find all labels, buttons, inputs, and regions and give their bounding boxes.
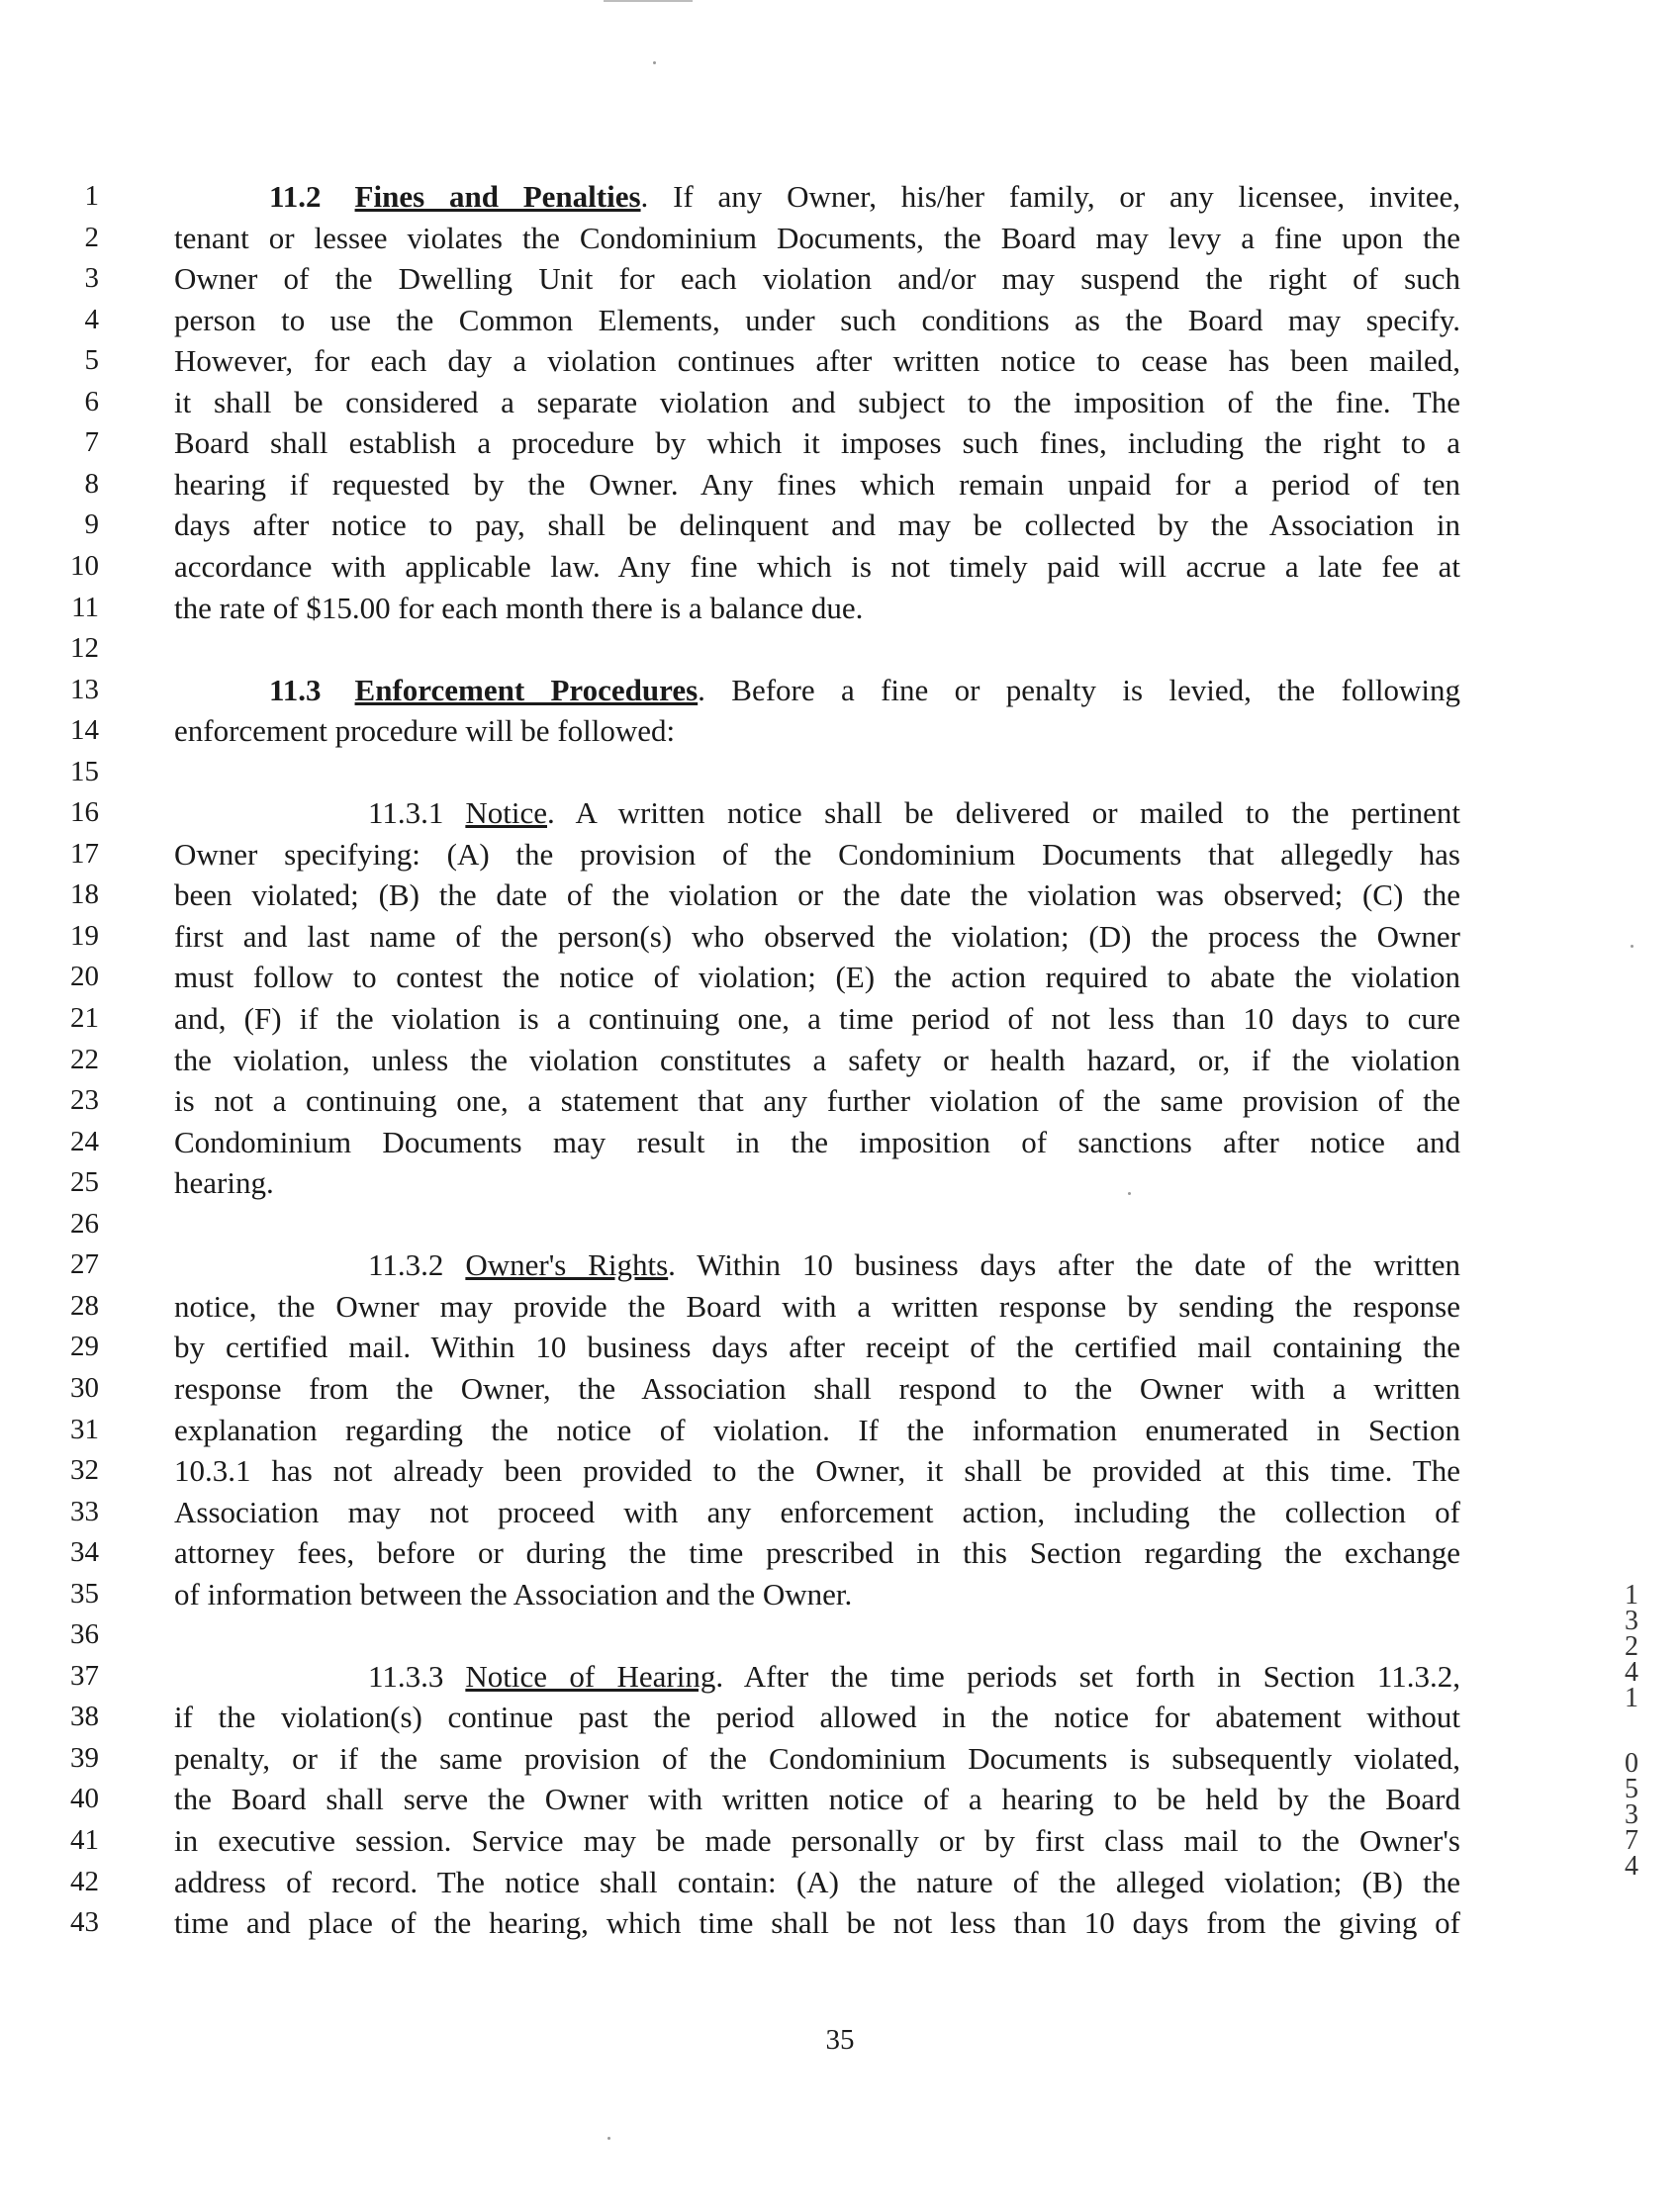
stamp-digit: 3 [1625,1606,1638,1636]
section-text: tenant or lessee violates the Condominium Documents, the Board may levy a fine upon the [174,220,1460,255]
document-line [0,957,1680,997]
line-number: 29 [70,1331,99,1363]
section-text: enforcement procedure will be followed: [174,713,676,749]
line-number: 5 [84,344,99,377]
section-text: first and last name of the person(s) who observed the violation; (D) the process the Owner [174,918,1460,954]
section-text: hearing. [174,1165,274,1201]
document-line [0,505,1680,545]
document-line [0,1244,1680,1285]
line-number: 15 [70,755,99,787]
line-number: 1 [84,180,99,212]
line-number: 12 [70,632,99,665]
document-line [0,464,1680,505]
section-title: Enforcement Procedures [354,672,699,707]
section-number: 11.3.2 [368,1247,444,1283]
document-line [0,792,1680,833]
line-number: 26 [70,1207,99,1240]
line-number: 33 [70,1495,99,1527]
scan-speck [607,2137,610,2140]
section-title: Owner's Rights [465,1247,669,1283]
line-number: 38 [70,1701,99,1733]
line-number: 42 [70,1865,99,1897]
section-title: Notice [465,795,547,831]
line-number: 32 [70,1454,99,1487]
section-number: 11.3.3 [368,1658,444,1694]
line-number: 22 [70,1043,99,1075]
section-text: the Board shall serve the Owner with written notice of a hearing to be held by the Board [174,1782,1460,1817]
section-text: explanation regarding the notice of violation. If the information enumerated in Section [174,1412,1460,1447]
section-heading-line: 11.3.1 Notice. A written notice shall be delivered or mailed to the pertinent [368,795,1460,831]
section-text: However, for each day a violation continues after written notice to cease has been mailed, [174,343,1460,379]
stamp-digit: 4 [1625,1657,1638,1688]
document-line [0,300,1680,340]
document-line [0,1492,1680,1532]
line-number: 39 [70,1741,99,1774]
section-text: if the violation(s) continue past the period allowed in the notice for abatement without [174,1700,1460,1735]
line-number: 17 [70,837,99,870]
section-text: in executive session. Service may be made personally or by first class mail to the Owner's [174,1823,1460,1858]
page-number: 35 [825,2024,855,2056]
line-number: 25 [70,1166,99,1199]
section-text: the violation, unless the violation constitutes a safety or health hazard, or, if the violation [174,1042,1460,1077]
document-line [0,628,1680,669]
document-line [0,588,1680,628]
line-number: 13 [70,673,99,705]
stamp-digit: 1 [1625,1580,1638,1611]
document-line [0,422,1680,463]
document-line [0,1162,1680,1203]
section-heading-line: 11.2 Fines and Penalties. If any Owner, his/her family, or any licensee, invitee, [269,179,1461,214]
line-number: 10 [70,549,99,582]
stamp-digit: 1 [1625,1683,1638,1713]
section-title: Notice of Hearing [465,1658,716,1694]
document-line [0,1862,1680,1902]
section-text: of information between the Association and the Owner. [174,1576,853,1611]
document-line [0,1040,1680,1080]
section-text: attorney fees, before or during the time prescribed in this Section regarding the exchange [174,1535,1460,1571]
document-line [0,752,1680,792]
section-text: Condominium Documents may result in the imposition of sanctions after notice and [174,1124,1460,1159]
stamp-digit: 7 [1625,1825,1638,1856]
line-number: 23 [70,1084,99,1117]
document-line [0,1327,1680,1367]
stamp-digit: 5 [1625,1774,1638,1804]
document-line [0,1204,1680,1244]
section-text: response from the Owner, the Association shall respond to the Owner with a written [174,1370,1460,1406]
line-number: 34 [70,1536,99,1569]
section-text: Board shall establish a procedure by which it imposes such fines, including the right to a [174,425,1460,461]
scan-speck [1631,945,1633,948]
document-line [0,1820,1680,1861]
document-line [0,258,1680,299]
section-text: If any Owner, his/her family, or any licensee, invitee, [673,179,1461,214]
document-line [0,998,1680,1039]
document-line [0,1574,1680,1614]
section-text: Before a fine or penalty is levied, the following [731,672,1461,707]
line-number: 35 [70,1577,99,1610]
line-number: 30 [70,1371,99,1404]
section-text: After the time periods set forth in Section 11.3.2, [743,1658,1461,1694]
line-number: 24 [70,1125,99,1157]
line-number: 2 [84,221,99,253]
section-text: Association may not proceed with any enforcement action, including the collection of [174,1494,1460,1529]
section-text: by certified mail. Within 10 business days after receipt of the certified mail containing the [174,1330,1460,1365]
line-number: 28 [70,1289,99,1322]
line-number: 37 [70,1659,99,1692]
section-text: Owner of the Dwelling Unit for each violation and/or may suspend the right of such [174,261,1460,297]
document-line [0,1286,1680,1327]
line-number: 21 [70,1002,99,1034]
section-heading-line: 11.3.3 Notice of Hearing. After the time periods set forth in Section 11.3.2, [368,1658,1461,1694]
section-heading-line: 11.3 Enforcement Procedures. Before a fine or penalty is levied, the following [269,672,1461,707]
scan-edge-line [604,0,693,2]
section-text: the rate of $15.00 for each month there is a balance due. [174,590,864,625]
section-number: 11.2 [269,179,322,214]
section-number: 11.3.1 [368,795,444,831]
document-line [0,382,1680,422]
section-text: is not a continuing one, a statement that any further violation of the same provision of the [174,1083,1460,1119]
stamp-digit: 3 [1625,1799,1638,1830]
section-text: time and place of the hearing, which time shall be not less than 10 days from the giving of [174,1905,1460,1941]
section-text: hearing if requested by the Owner. Any fines which remain unpaid for a period of ten [174,466,1460,502]
section-number: 11.3 [269,672,322,707]
section-text: Within 10 business days after the date of the written [697,1247,1460,1283]
section-text: penalty, or if the same provision of the Condominium Documents is subsequently violated, [174,1740,1460,1776]
line-number: 16 [70,796,99,829]
line-number: 9 [84,508,99,541]
line-number: 20 [70,961,99,993]
stamp-digit: 4 [1625,1851,1638,1882]
document-line [0,875,1680,915]
document-line [0,916,1680,957]
section-text: person to use the Common Elements, under such conditions as the Board may specify. [174,302,1460,337]
document-line [0,1656,1680,1697]
section-text: address of record. The notice shall contain: (A) the nature of the alleged violation; (B) the [174,1864,1460,1899]
document-line [0,1122,1680,1162]
line-number: 18 [70,878,99,911]
document-line [0,1368,1680,1409]
scan-speck [1128,1192,1131,1195]
line-number: 6 [84,385,99,417]
section-text: it shall be considered a separate violation and subject to the imposition of the fine. The [174,384,1460,419]
document-line [0,1614,1680,1655]
line-number: 3 [84,262,99,295]
recording-stamp [1615,1580,1648,1882]
line-number: 11 [71,591,99,623]
section-text: and, (F) if the violation is a continuing one, a time period of not less than 10 days to cure [174,1001,1460,1036]
document-line [0,1902,1680,1943]
line-number: 19 [70,919,99,952]
stamp-digit: 0 [1625,1748,1638,1779]
stamp-digit: 2 [1625,1631,1638,1662]
document-line [0,1450,1680,1491]
stamp-gap [1615,1711,1648,1751]
section-text: been violated; (B) the date of the violation or the date the violation was observed; (C) the [174,877,1460,913]
document-line [0,218,1680,258]
document-line [0,1080,1680,1121]
line-number: 31 [70,1413,99,1445]
document-line [0,710,1680,751]
section-text: days after notice to pay, shall be delinquent and may be collected by the Association in [174,507,1460,543]
line-number: 7 [84,426,99,459]
line-number: 43 [70,1906,99,1939]
scan-speck [653,61,656,64]
document-line [0,1738,1680,1779]
document-line [0,1532,1680,1573]
document-line [0,546,1680,587]
line-number: 8 [84,467,99,500]
document-line [0,1697,1680,1737]
section-heading-line: 11.3.2 Owner's Rights. Within 10 business days after the date of the written [368,1247,1460,1283]
line-number: 41 [70,1824,99,1856]
document-line [0,340,1680,381]
document-line [0,834,1680,875]
line-number: 4 [84,303,99,335]
section-text: accordance with applicable law. Any fine which is not timely paid will accrue a late fee at [174,548,1460,584]
section-title: Fines and Penalties [354,179,641,214]
section-text: Owner specifying: (A) the provision of the Condominium Documents that allegedly has [174,836,1460,872]
line-number: 27 [70,1248,99,1281]
document-line [0,176,1680,217]
line-number: 40 [70,1783,99,1815]
document-line [0,670,1680,710]
section-text: A written notice shall be delivered or mailed to the pertinent [575,795,1460,831]
document-line [0,1410,1680,1450]
section-text: 10.3.1 has not already been provided to the Owner, it shall be provided at this time. The [174,1453,1460,1489]
document-line [0,1774,1680,1819]
section-text: must follow to contest the notice of violation; (E) the action required to abate the violation [174,960,1460,995]
line-number: 14 [70,714,99,747]
line-number: 36 [70,1618,99,1651]
section-text: notice, the Owner may provide the Board with a written response by sending the response [174,1288,1460,1324]
